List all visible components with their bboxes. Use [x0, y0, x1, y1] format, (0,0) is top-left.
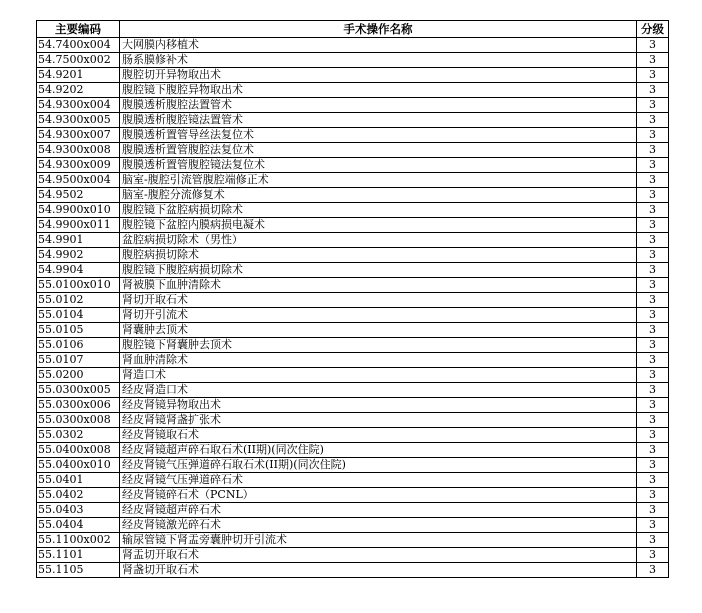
procedure-name-cell: 腹腔镜下腹腔病损切除术: [120, 263, 637, 278]
table-row: [37, 173, 669, 188]
table-row: [37, 83, 669, 98]
grade-cell: 3: [637, 563, 669, 578]
grade-cell: 3: [637, 263, 669, 278]
grade-cell: 3: [637, 338, 669, 353]
procedure-name-cell: 肾被膜下血肿清除术: [120, 278, 637, 293]
procedure-name-cell: 腹膜透析腹腔镜法置管术: [120, 113, 637, 128]
table-header-row: [37, 21, 669, 38]
procedure-name-cell: 输尿管镜下肾盂旁囊肿切开引流术: [120, 533, 637, 548]
procedure-name-cell: 腹膜透析置管导丝法复位术: [120, 128, 637, 143]
procedure-name-cell: 肾盏切开取石术: [120, 563, 637, 578]
code-cell: 54.9902: [37, 248, 120, 263]
grade-cell: 3: [637, 503, 669, 518]
code-cell: 54.9300x008: [37, 143, 120, 158]
code-cell: 55.0404: [37, 518, 120, 533]
table-row: [37, 518, 669, 533]
grade-cell: 3: [637, 248, 669, 263]
procedure-name-cell: 腹腔镜下腹腔异物取出术: [120, 83, 637, 98]
procedure-name-cell: 经皮肾镜超声碎石术: [120, 503, 637, 518]
procedure-name-cell: 经皮肾镜超声碎石取石术(II期)(同次住院): [120, 443, 637, 458]
code-cell: 55.0402: [37, 488, 120, 503]
grade-cell: 3: [637, 413, 669, 428]
table-row: [37, 413, 669, 428]
table-row: [37, 368, 669, 383]
column-header-procedure-name: 手术操作名称: [120, 21, 637, 38]
table-row: [37, 293, 669, 308]
grade-cell: 3: [637, 473, 669, 488]
table-row: [37, 473, 669, 488]
grade-cell: 3: [637, 113, 669, 128]
table-row: [37, 98, 669, 113]
table-row: [37, 218, 669, 233]
table-row: [37, 353, 669, 368]
code-cell: 55.0300x006: [37, 398, 120, 413]
procedure-name-cell: 腹腔镜下肾囊肿去顶术: [120, 338, 637, 353]
code-cell: 55.0107: [37, 353, 120, 368]
table-row: [37, 443, 669, 458]
procedure-name-cell: 肾切开引流术: [120, 308, 637, 323]
procedure-name-cell: 经皮肾镜激光碎石术: [120, 518, 637, 533]
grade-cell: 3: [637, 383, 669, 398]
grade-cell: 3: [637, 158, 669, 173]
code-cell: 54.9201: [37, 68, 120, 83]
code-cell: 55.1105: [37, 563, 120, 578]
code-cell: 55.0300x005: [37, 383, 120, 398]
code-cell: 55.0403: [37, 503, 120, 518]
table-row: [37, 308, 669, 323]
code-cell: 54.9900x010: [37, 203, 120, 218]
grade-cell: 3: [637, 308, 669, 323]
code-cell: 55.0401: [37, 473, 120, 488]
grade-cell: 3: [637, 188, 669, 203]
table-row: [37, 563, 669, 578]
grade-cell: 3: [637, 368, 669, 383]
grade-cell: 3: [637, 518, 669, 533]
grade-cell: 3: [637, 488, 669, 503]
code-cell: 55.0400x008: [37, 443, 120, 458]
grade-cell: 3: [637, 218, 669, 233]
procedure-name-cell: 肾造口术: [120, 368, 637, 383]
table-row: [37, 503, 669, 518]
grade-cell: 3: [637, 533, 669, 548]
code-cell: 55.0102: [37, 293, 120, 308]
code-cell: 55.0400x010: [37, 458, 120, 473]
procedure-name-cell: 肾盂切开取石术: [120, 548, 637, 563]
code-cell: 55.1100x002: [37, 533, 120, 548]
table-row: [37, 143, 669, 158]
procedure-name-cell: 肾切开取石术: [120, 293, 637, 308]
code-cell: 54.9900x011: [37, 218, 120, 233]
procedure-name-cell: 腹膜透析腹腔法置管术: [120, 98, 637, 113]
grade-cell: 3: [637, 38, 669, 53]
code-cell: 54.9202: [37, 83, 120, 98]
procedure-name-cell: 经皮肾镜异物取出术: [120, 398, 637, 413]
code-cell: 55.0200: [37, 368, 120, 383]
grade-cell: 3: [637, 53, 669, 68]
code-cell: 54.9901: [37, 233, 120, 248]
procedure-name-cell: 经皮肾造口术: [120, 383, 637, 398]
grade-cell: 3: [637, 143, 669, 158]
table-row: [37, 128, 669, 143]
procedure-name-cell: 脑室-腹腔引流管腹腔端修正术: [120, 173, 637, 188]
table-row: [37, 248, 669, 263]
procedure-name-cell: 腹腔病损切除术: [120, 248, 637, 263]
table-row: [37, 233, 669, 248]
code-cell: 55.0106: [37, 338, 120, 353]
procedure-name-cell: 经皮肾镜气压弹道碎石术: [120, 473, 637, 488]
code-cell: 54.9500x004: [37, 173, 120, 188]
table-row: [37, 53, 669, 68]
table-row: [37, 323, 669, 338]
code-cell: 54.9300x007: [37, 128, 120, 143]
grade-cell: 3: [637, 323, 669, 338]
table-row: [37, 263, 669, 278]
code-cell: 54.7500x002: [37, 53, 120, 68]
procedure-name-cell: 经皮肾镜碎石术（PCNL）: [120, 488, 637, 503]
code-cell: 54.9300x005: [37, 113, 120, 128]
table-row: [37, 533, 669, 548]
column-header-code: 主要编码: [37, 21, 120, 38]
code-cell: 54.9300x004: [37, 98, 120, 113]
grade-cell: 3: [637, 353, 669, 368]
table-row: [37, 278, 669, 293]
procedure-name-cell: 经皮肾镜取石术: [120, 428, 637, 443]
table-row: [37, 188, 669, 203]
procedure-name-cell: 肾囊肿去顶术: [120, 323, 637, 338]
grade-cell: 3: [637, 458, 669, 473]
table-row: [37, 113, 669, 128]
grade-cell: 3: [637, 203, 669, 218]
procedure-name-cell: 腹腔镜下盆腔内膜病损电凝术: [120, 218, 637, 233]
code-cell: 54.7400x004: [37, 38, 120, 53]
grade-cell: 3: [637, 548, 669, 563]
grade-cell: 3: [637, 173, 669, 188]
procedure-name-cell: 经皮肾镜气压弹道碎石取石术(II期)(同次住院): [120, 458, 637, 473]
code-cell: 55.1101: [37, 548, 120, 563]
table-row: [37, 548, 669, 563]
procedure-name-cell: 盆腔病损切除术（男性）: [120, 233, 637, 248]
table-row: [37, 38, 669, 53]
grade-cell: 3: [637, 428, 669, 443]
grade-cell: 3: [637, 68, 669, 83]
code-cell: 55.0100x010: [37, 278, 120, 293]
code-cell: 54.9300x009: [37, 158, 120, 173]
procedure-name-cell: 肠系膜修补术: [120, 53, 637, 68]
procedure-name-cell: 腹膜透析置管腹腔法复位术: [120, 143, 637, 158]
table-body: [37, 38, 669, 578]
table-row: [37, 398, 669, 413]
surgery-grade-table: [36, 20, 669, 578]
table-row: [37, 458, 669, 473]
grade-cell: 3: [637, 278, 669, 293]
grade-cell: 3: [637, 443, 669, 458]
procedure-name-cell: 脑室-腹腔分流修复术: [120, 188, 637, 203]
table-row: [37, 158, 669, 173]
code-cell: 54.9502: [37, 188, 120, 203]
grade-cell: 3: [637, 293, 669, 308]
grade-cell: 3: [637, 398, 669, 413]
code-cell: 55.0104: [37, 308, 120, 323]
code-cell: 54.9904: [37, 263, 120, 278]
grade-cell: 3: [637, 98, 669, 113]
code-cell: 55.0300x008: [37, 413, 120, 428]
procedure-name-cell: 腹膜透析置管腹腔镜法复位术: [120, 158, 637, 173]
procedure-name-cell: 肾血肿清除术: [120, 353, 637, 368]
grade-cell: 3: [637, 128, 669, 143]
code-cell: 55.0105: [37, 323, 120, 338]
code-cell: 55.0302: [37, 428, 120, 443]
column-header-grade: 分级: [637, 21, 669, 38]
procedure-name-cell: 腹腔镜下盆腔病损切除术: [120, 203, 637, 218]
procedure-name-cell: 经皮肾镜肾盏扩张术: [120, 413, 637, 428]
procedure-name-cell: 大网膜内移植术: [120, 38, 637, 53]
grade-cell: 3: [637, 83, 669, 98]
table-row: [37, 383, 669, 398]
procedure-name-cell: 腹腔切开异物取出术: [120, 68, 637, 83]
table-row: [37, 68, 669, 83]
table-row: [37, 428, 669, 443]
grade-cell: 3: [637, 233, 669, 248]
table-row: [37, 203, 669, 218]
table-row: [37, 338, 669, 353]
table-row: [37, 488, 669, 503]
